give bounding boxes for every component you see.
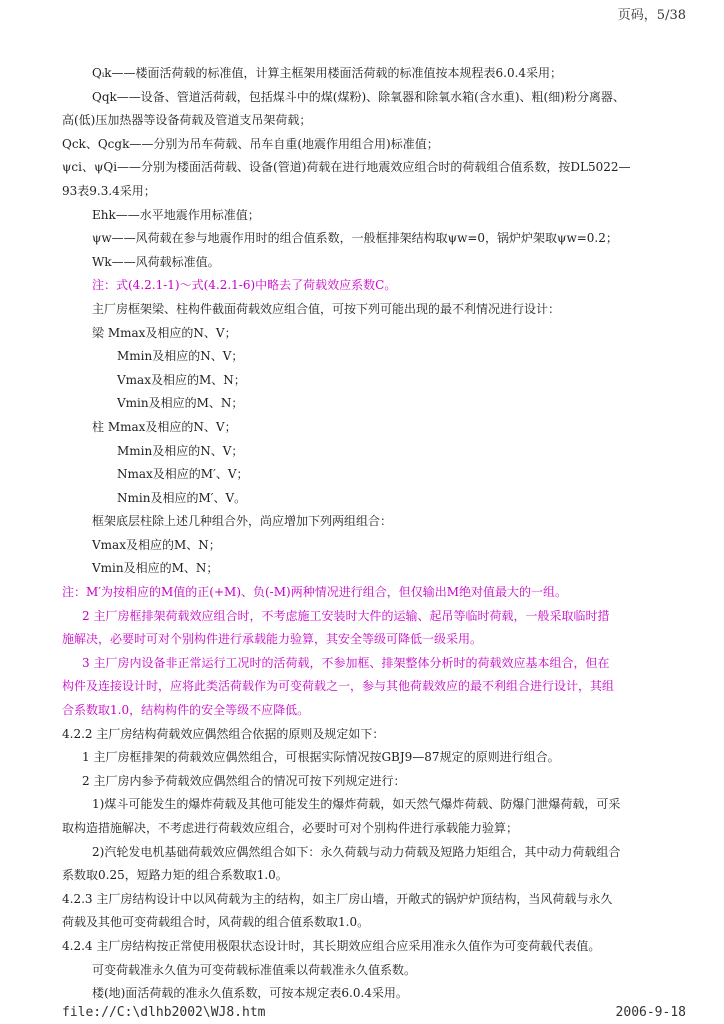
text-line: 3 主厂房内设备非正常运行工况时的活荷载，不参加框、排架整体分析时的荷载效应基本组合，但在 [82,655,610,670]
text-line: 4.2.2 主厂房结构荷载效应偶然组合依据的原则及规定如下： [62,726,385,741]
text-line: Nmin及相应的M′、V。 [117,490,247,505]
text-line: 荷载及其他可变荷载组合时，风荷载的组合值系数取1.0。 [62,915,370,930]
text-line: 高(低)压加热器等设备荷载及管道支吊架荷载； [62,113,312,128]
text-line: 施解决，必要时可对个别构件进行承载能力验算，其安全等级可降低一级采用。 [62,632,483,647]
text-line: 楼(地)面活荷载的准永久值系数，可按本规定表6.0.4采用。 [92,986,408,1001]
text-line: 梁 Mmax及相应的N、V； [92,325,237,340]
text-line: Wk——风荷载标准值。 [92,254,220,269]
text-line: 93表9.3.4采用； [62,183,156,198]
text-line: Ehk——水平地震作用标准值； [92,207,260,222]
footer-date: 2006-9-18 [615,1005,686,1020]
text-line: Vmin及相应的M、N； [92,561,219,576]
text-line: 1 主厂房框排架的荷载效应偶然组合，可根据实际情况按GBJ9—87规定的原则进行组合。 [82,750,560,765]
text-line: 合系数取1.0，结构构件的安全等级不应降低。 [62,703,310,718]
text-line: 1)煤斗可能发生的爆炸荷载及其他可能发生的爆炸荷载，如天然气爆炸荷载、防爆门泄爆荷载，可采 [92,797,621,812]
footer-file-path: file://C:\dlhb2002\WJ8.htm [62,1005,266,1020]
text-line: Qqk——设备、管道活荷载，包括煤斗中的煤(煤粉)、除氧器和除氧水箱(含水重)、粗(细)粉分离器、 [92,89,625,104]
text-line: Qck、Qcgk——分别为吊车荷载、吊车自重(地震作用组合用)标准值； [62,136,439,151]
text-line: ψci、ψQi——分别为楼面活荷载、设备(管道)荷载在进行地震效应组合时的荷载组合值系数，按DL5022— [62,160,631,175]
page-number: 页码，5/38 [617,8,686,23]
text-line: 2)汽轮发电机基础荷载效应偶然组合如下：永久荷载与动力荷载及短路力矩组合，其中动力荷载组合 [92,844,621,859]
text-line: 构件及连接设计时，应将此类活荷载作为可变荷载之一，参与其他荷载效应的最不利组合进行设计，其组 [62,679,615,694]
text-line: Vmax及相应的M、N； [92,537,221,552]
text-line: 注：式(4.2.1-1)～式(4.2.1-6)中略去了荷载效应系数C。 [92,278,397,293]
text-line: Nmax及相应的M′、V； [117,467,249,482]
text-line: 柱 Mmax及相应的N、V； [92,419,237,434]
text-line: 框架底层柱除上述几种组合外，尚应增加下列两组组合： [92,514,393,529]
text-line: Mmin及相应的N、V； [117,443,244,458]
text-line: 4.2.3 主厂房结构设计中以风荷载为主的结构，如主厂房山墙，开敞式的锅炉炉顶结构，当风荷载与永久 [62,891,613,906]
document-body [62,62,662,1006]
text-line: Qᵢk——楼面活荷载的标准值，计算主框架用楼面活荷载的标准值按本规程表6.0.4采用； [92,66,563,80]
text-line: 2 主厂房框排架荷载效应组合时，不考虑施工安装时大件的运输、起吊等临时荷载，一般采取临时措 [82,608,610,623]
text-line: 取构造措施解决，不考虑进行荷载效应组合，必要时可对个别构件进行承载能力验算； [62,821,519,835]
text-line: Vmax及相应的M、N； [117,372,246,387]
text-line: 4.2.4 主厂房结构按正常使用极限状态设计时，其长期效应组合应采用准永久值作为可变荷载代表值。 [62,938,601,953]
text-line: ψw——风荷载在参与地震作用时的组合值系数，一般框排架结构取ψw=0，锅炉炉架取ψw=0.2； [92,231,618,246]
text-line: Vmin及相应的M、N； [117,396,244,411]
text-line: 注：M′为按相应的M值的正(+M)、负(-M)两种情况进行组合，但仅输出M绝对值最大的一组。 [62,585,567,600]
text-line: 系数取0.25，短路力矩的组合系数取1.0。 [62,868,288,883]
text-line: 2 主厂房内参予荷载效应偶然组合的情况可按下列规定进行： [82,773,406,788]
text-line: 可变荷载准永久值为可变荷载标准值乘以荷载准永久值系数。 [92,962,417,977]
text-line: 主厂房框架梁、柱构件截面荷载效应组合值，可按下列可能出现的最不利情况进行设计： [92,301,561,316]
text-line: Mmin及相应的N、V； [117,349,244,364]
